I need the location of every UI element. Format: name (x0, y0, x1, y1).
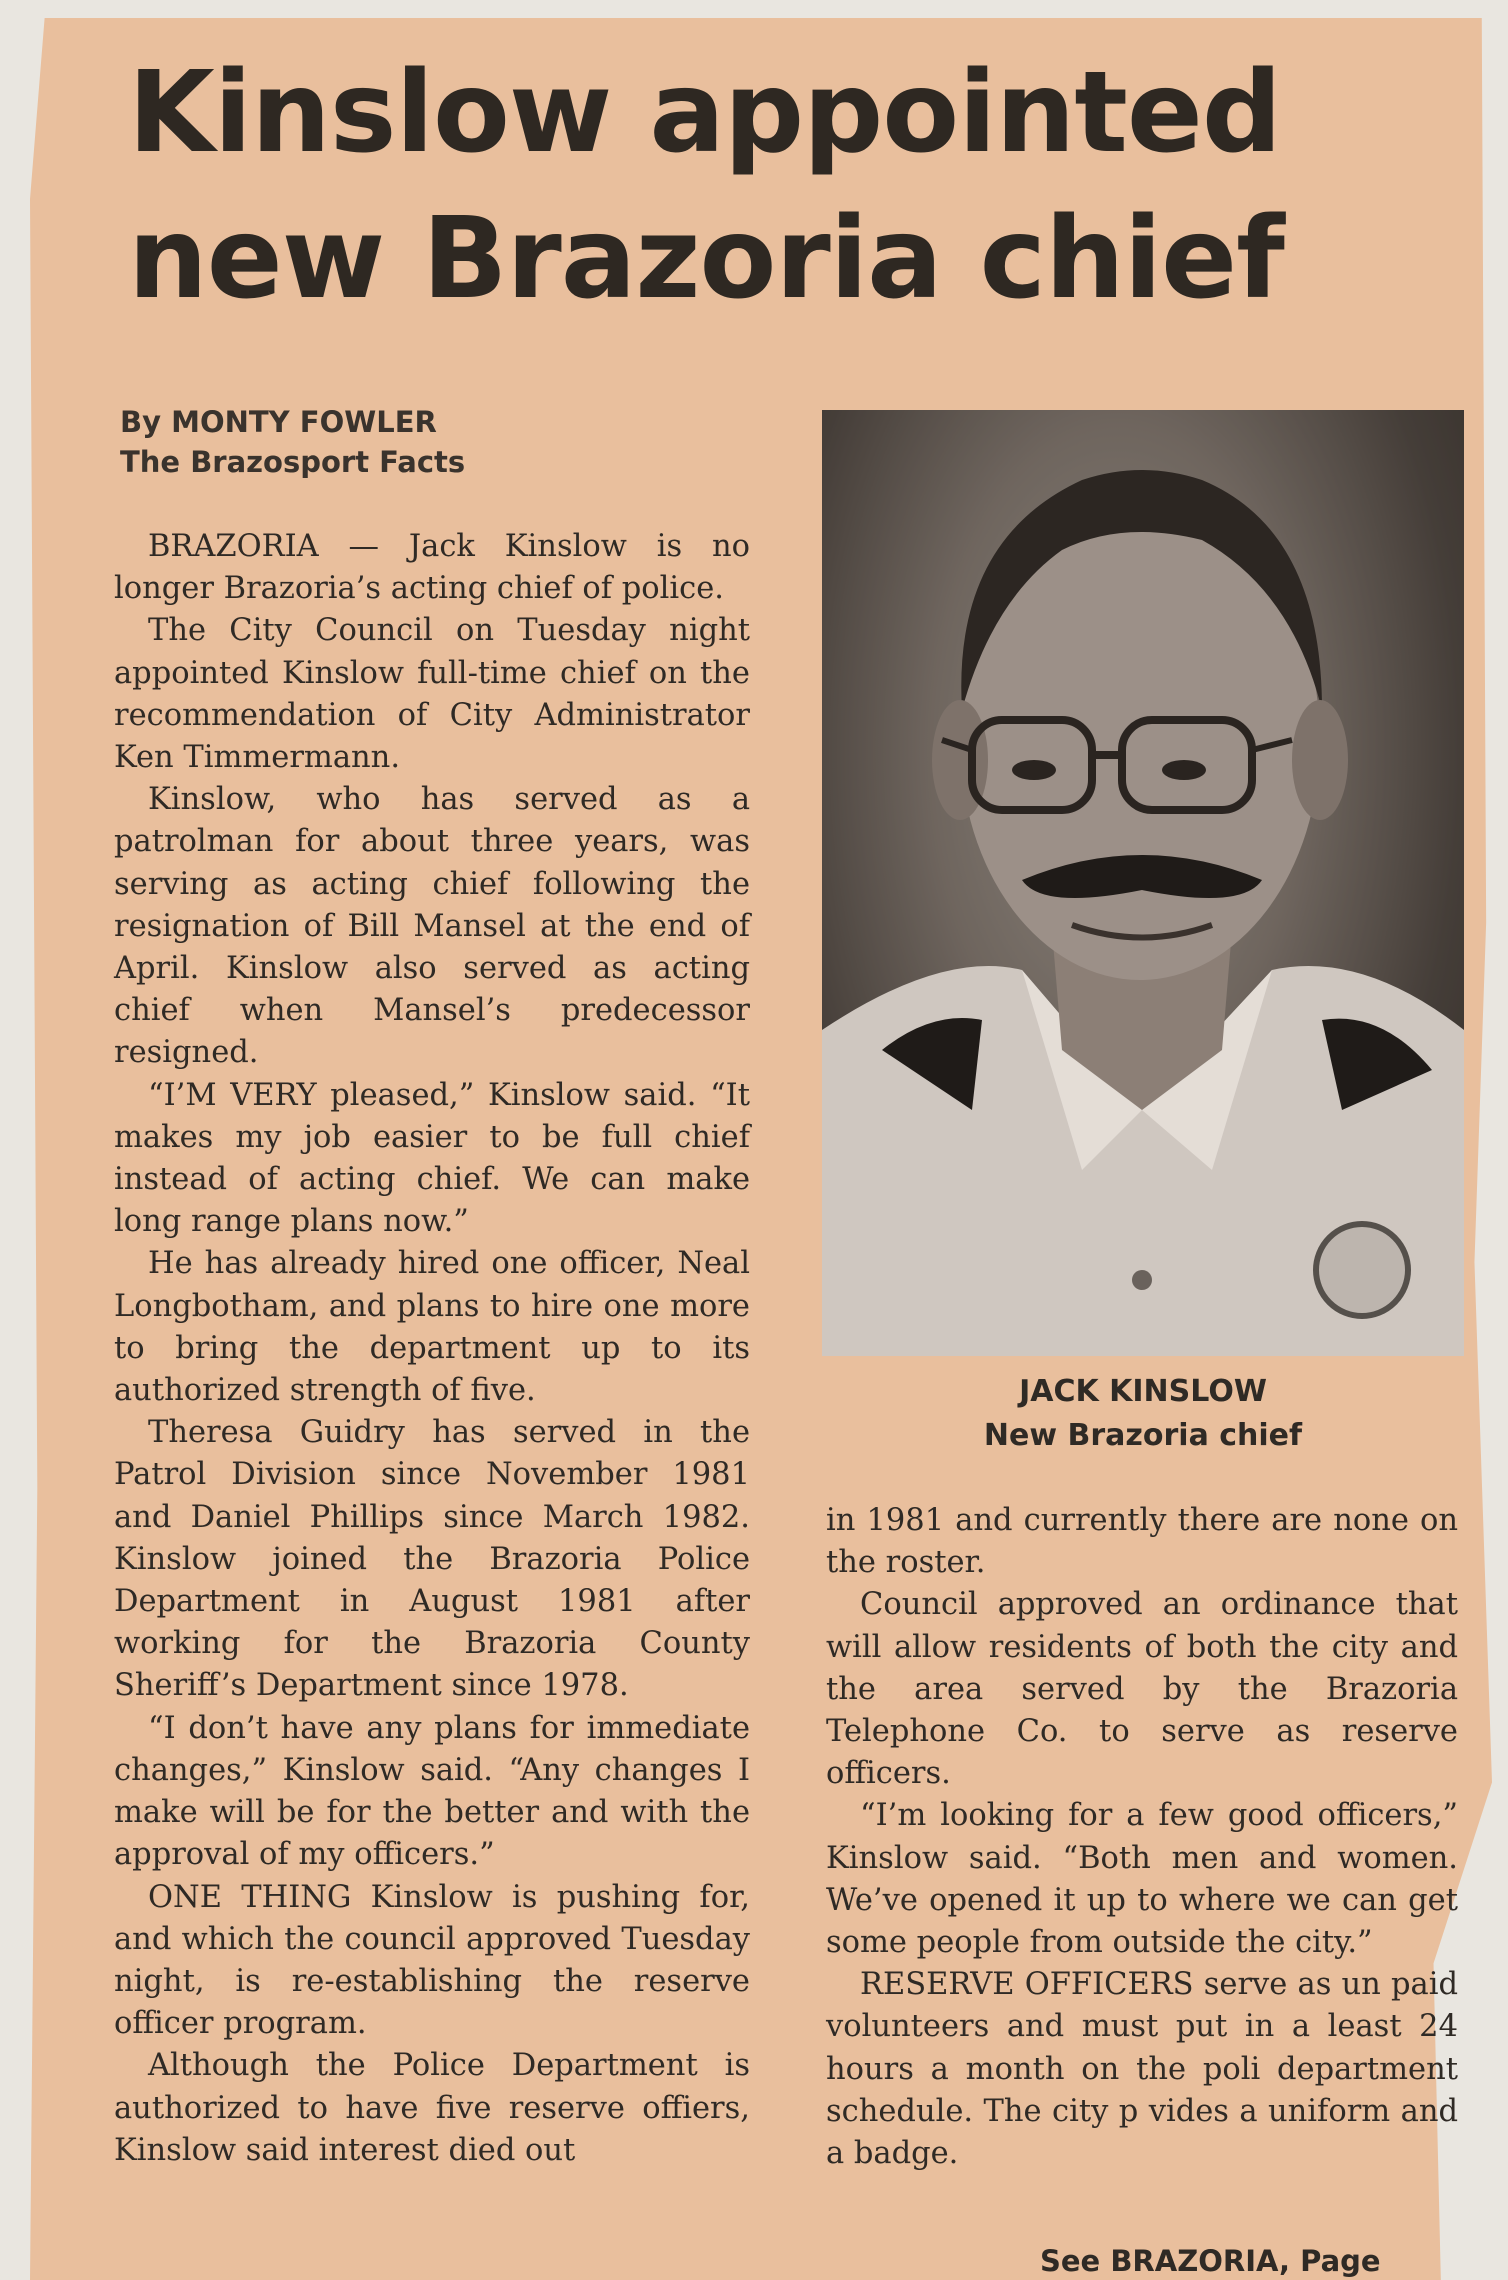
article-column-right (826, 1500, 1458, 2175)
photo-caption (822, 1370, 1464, 1458)
jump-line: See BRAZORIA, Page (1040, 2244, 1381, 2278)
byline (120, 402, 465, 482)
headline-line-1: Kinslow appointed (128, 48, 1282, 178)
paragraph: ONE THING Kinslow is pushing for, and which the council approved Tuesday night, is re-establishing the reserve officer program. (114, 1879, 750, 2042)
byline-author: By MONTY FOWLER (120, 405, 437, 439)
paragraph: “I’m looking for a few good officers,” Kinslow said. “Both men and women. We’ve opened it up to where we can get some people from outside the city.” (826, 1798, 1458, 1961)
paragraph: He has already hired one officer, Neal Longbotham, and plans to hire one more to bring the department up to its authorized strength of five. (114, 1246, 750, 1409)
paragraph: “I’M VERY pleased,” Kinslow said. “It makes my job easier to be full chief instead of acting chief. We can make long range plans now.” (114, 1077, 750, 1240)
paragraph: Theresa Guidry has served in the Patrol Division since November 1981 and Daniel Phillips since March 1982. Kinslow joined the Brazoria Police Department in August 1981 after working for the Brazoria County Sheriff’s Department since 1978. (114, 1415, 750, 1704)
portrait-illustration (822, 410, 1464, 1356)
caption-name: JACK KINSLOW (1019, 1374, 1267, 1409)
caption-title: New Brazoria chief (983, 1418, 1303, 1453)
headline-line-2: new Brazoria chief (128, 194, 1284, 324)
paragraph: “I don’t have any plans for immediate changes,” Kinslow said. “Any changes I make will be for the better and with the approval of my officers.” (114, 1710, 750, 1873)
paragraph: BRAZORIA — Jack Kinslow is no longer Brazoria’s acting chief of police. (114, 529, 750, 607)
paragraph: Council approved an ordinance that will allow residents of both the city and the area served by the Brazoria Telephone Co. to serve as reserve officers. (826, 1587, 1458, 1792)
paragraph: The City Council on Tuesday night appointed Kinslow full-time chief on the recommendation of City Administrator Ken Timmermann. (114, 613, 750, 776)
chief-portrait-photo (822, 410, 1464, 1356)
article-column-left (114, 526, 750, 2172)
byline-publication: The Brazosport Facts (120, 445, 466, 479)
paragraph: Although the Police Department is authorized to have five reserve offiers, Kinslow said interest died out (114, 2048, 750, 2168)
headline (128, 40, 1418, 332)
paragraph: Kinslow, who has served as a patrolman for about three years, was serving as acting chief following the resignation of Bill Mansel at the end of April. Kinslow also served as acting chief when Mansel’s predecessor resigned. (114, 782, 750, 1071)
paragraph: in 1981 and currently there are none on the roster. (826, 1503, 1458, 1581)
paragraph: RESERVE OFFICERS serve as un paid volunteers and must put in a least 24 hours a month on the poli department schedule. The city p vides a uniform and a badge. (826, 1967, 1458, 2172)
